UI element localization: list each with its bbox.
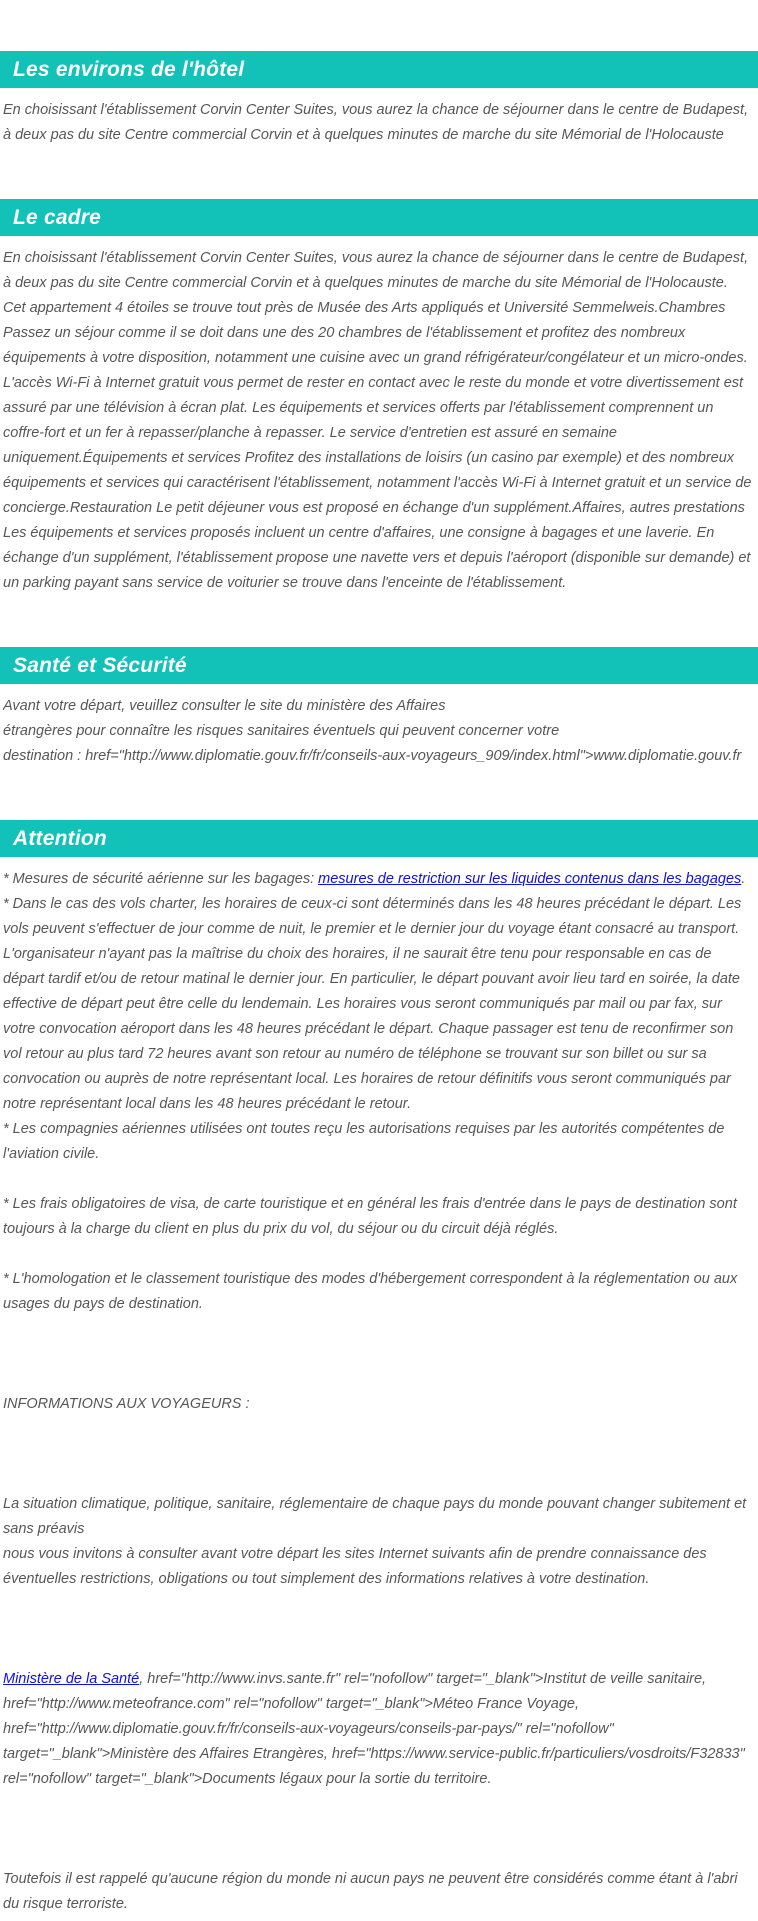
blank-line-spacer	[3, 1317, 754, 1392]
attention-paragraph: INFORMATIONS AUX VOYAGEURS :	[3, 1396, 250, 1412]
blank-line-spacer	[3, 1242, 754, 1267]
health-line: destination : href="http://www.diplomatie.gouv.fr/fr/conseils-aux-voyageurs_909/index.html">www.diplomatie.gouv.fr	[3, 748, 742, 764]
health-line: étrangères pour connaître les risques sanitaires éventuels qui peuvent concerner votre	[3, 723, 560, 739]
setting-paragraph: En choisissant l'établissement Corvin Center Suites, vous aurez la chance de séjourner dans le centre de Budapest, à deux pas du site Centre commercial Corvin et à quelques minutes de marche du site Mémorial de l'Holocauste. Cet appartement 4 étoiles se trouve tout près de Musée des Arts appliqués et Université Semmelweis.Chambres Passez un séjour comme il se doit dans une des 20 chambres de l'établissement et profitez des nombreux équipements à votre disposition, notamment une cuisine avec un grand réfrigérateur/congélateur et un micro-ondes. L'accès Wi-Fi à Internet gratuit vous permet de rester en contact avec le reste du monde et votre divertissement est assuré par une télévision à écran plat. Les équipements et services offerts par l'établissement comprennent un coffre-fort et un fer à repasser/planche à repasser. Le service d'entretien est assuré en semaine uniquement.Équipements et services Profitez des installations de loisirs (un casino par exemple) et des nombreux équipements et services qui caractérisent l'établissement, notamment l'accès Wi-Fi à Internet gratuit et un service de concierge.Restauration Le petit déjeuner vous est proposé en échange d'un supplément.Affaires, autres prestations Les équipements et services proposés incluent un centre d'affaires, une consigne à bagages et une laverie. En échange d'un supplément, l'établissement propose une navette vers et depuis l'aéroport (disponible sur demande) et un parking payant sans service de voiturier se trouve dans l'enceinte de l'établissement.	[3, 250, 752, 591]
health-text	[3, 694, 754, 769]
blank-line-spacer	[3, 1592, 754, 1667]
section-attention	[0, 820, 758, 1917]
attention-paragraph: La situation climatique, politique, sanitaire, réglementaire de chaque pays du monde pouvant changer subitement et sans préavis	[3, 1496, 747, 1537]
attention-paragraph: Ministère de la Santé, href="http://www.invs.sante.fr" rel="nofollow" target="_blank">Institut de veille sanitaire, href="http://www.meteofrance.com" rel="nofollow" target="_blank">Méteo France Voyage, href="http://www.diplomatie.gouv.fr/fr/conseils-aux-voyageurs/conseils-par-pays/" rel="nofollow" target="_blank">Ministère des Affaires Etrangères, href="https://www.service-public.fr/particuliers/vosdroits/F32833" rel="nofollow" target="_blank">Documents légaux pour la sortie du territoire.	[3, 1671, 745, 1787]
attention-paragraph: * L'homologation et le classement touristique des modes d'hébergement correspondent à la réglementation ou aux usages du pays de destination.	[3, 1271, 738, 1312]
attention-text	[3, 867, 754, 1917]
attention-paragraph: * Dans le cas des vols charter, les horaires de ceux-ci sont déterminés dans les 48 heures précédant le départ. Les vols peuvent s'effectuer de jour comme de nuit, le premier et le dernier jour du voyage étant consacré au transport. L'organisateur n'ayant pas la maîtrise du choix des horaires, il ne saurait être tenu pour responsable en cas de départ tardif et/ou de retour matinal le dernier jour. En particulier, le départ pouvant avoir lieu tard en soirée, la date effective de départ peut être celle du lendemain. Les horaires vous seront communiqués par mail ou par fax, sur votre convocation aéroport dans les 48 heures précédant le départ. Chaque passager est tenu de reconfirmer son vol retour au plus tard 72 heures avant son retour au numéro de téléphone se trouvant sur son billet ou sur sa convocation ou auprès de notre représentant local. Les horaires de retour définitifs vous seront communiqués par notre représentant local dans les 48 heures précédant le retour.	[3, 896, 742, 1112]
section-header-health: Santé et Sécurité	[0, 647, 758, 684]
inline-link[interactable]: Ministère de la Santé	[3, 1671, 140, 1687]
attention-paragraph: Toutefois il est rappelé qu'aucune région du monde ni aucun pays ne peuvent être considérés comme étant à l'abri du risque terroriste.	[3, 1871, 738, 1912]
blank-line-spacer	[3, 1417, 754, 1492]
attention-paragraph: * Les compagnies aériennes utilisées ont toutes reçu les autorisations requises par les autorités compétentes de l'aviation civile.	[3, 1121, 725, 1162]
section-header-surroundings: Les environs de l'hôtel	[0, 51, 758, 88]
health-line: Avant votre départ, veuillez consulter le site du ministère des Affaires	[3, 698, 446, 714]
section-header-setting: Le cadre	[0, 199, 758, 236]
blank-line-spacer	[3, 1167, 754, 1192]
section-surroundings	[0, 51, 758, 148]
attention-paragraph: nous vous invitons à consulter avant votre départ les sites Internet suivants afin de prendre connaissance des éventuelles restrictions, obligations ou tout simplement des informations relatives à votre destination.	[3, 1546, 707, 1587]
inline-link[interactable]: mesures de restriction sur les liquides contenus dans les bagages	[318, 871, 742, 887]
surroundings-paragraph: En choisissant l'établissement Corvin Center Suites, vous aurez la chance de séjourner dans le centre de Budapest, à deux pas du site Centre commercial Corvin et à quelques minutes de marche du site Mémorial de l'Holocauste	[3, 102, 749, 143]
blank-line-spacer	[3, 1792, 754, 1867]
section-header-attention: Attention	[0, 820, 758, 857]
section-setting	[0, 199, 758, 596]
attention-paragraph: * Les frais obligatoires de visa, de carte touristique et en général les frais d'entrée dans le pays de destination sont toujours à la charge du client en plus du prix du vol, du séjour ou du circuit déjà réglés.	[3, 1196, 737, 1237]
section-health	[0, 647, 758, 769]
attention-paragraph: * Mesures de sécurité aérienne sur les bagages: mesures de restriction sur les liquides contenus dans les bagages.	[3, 871, 746, 887]
